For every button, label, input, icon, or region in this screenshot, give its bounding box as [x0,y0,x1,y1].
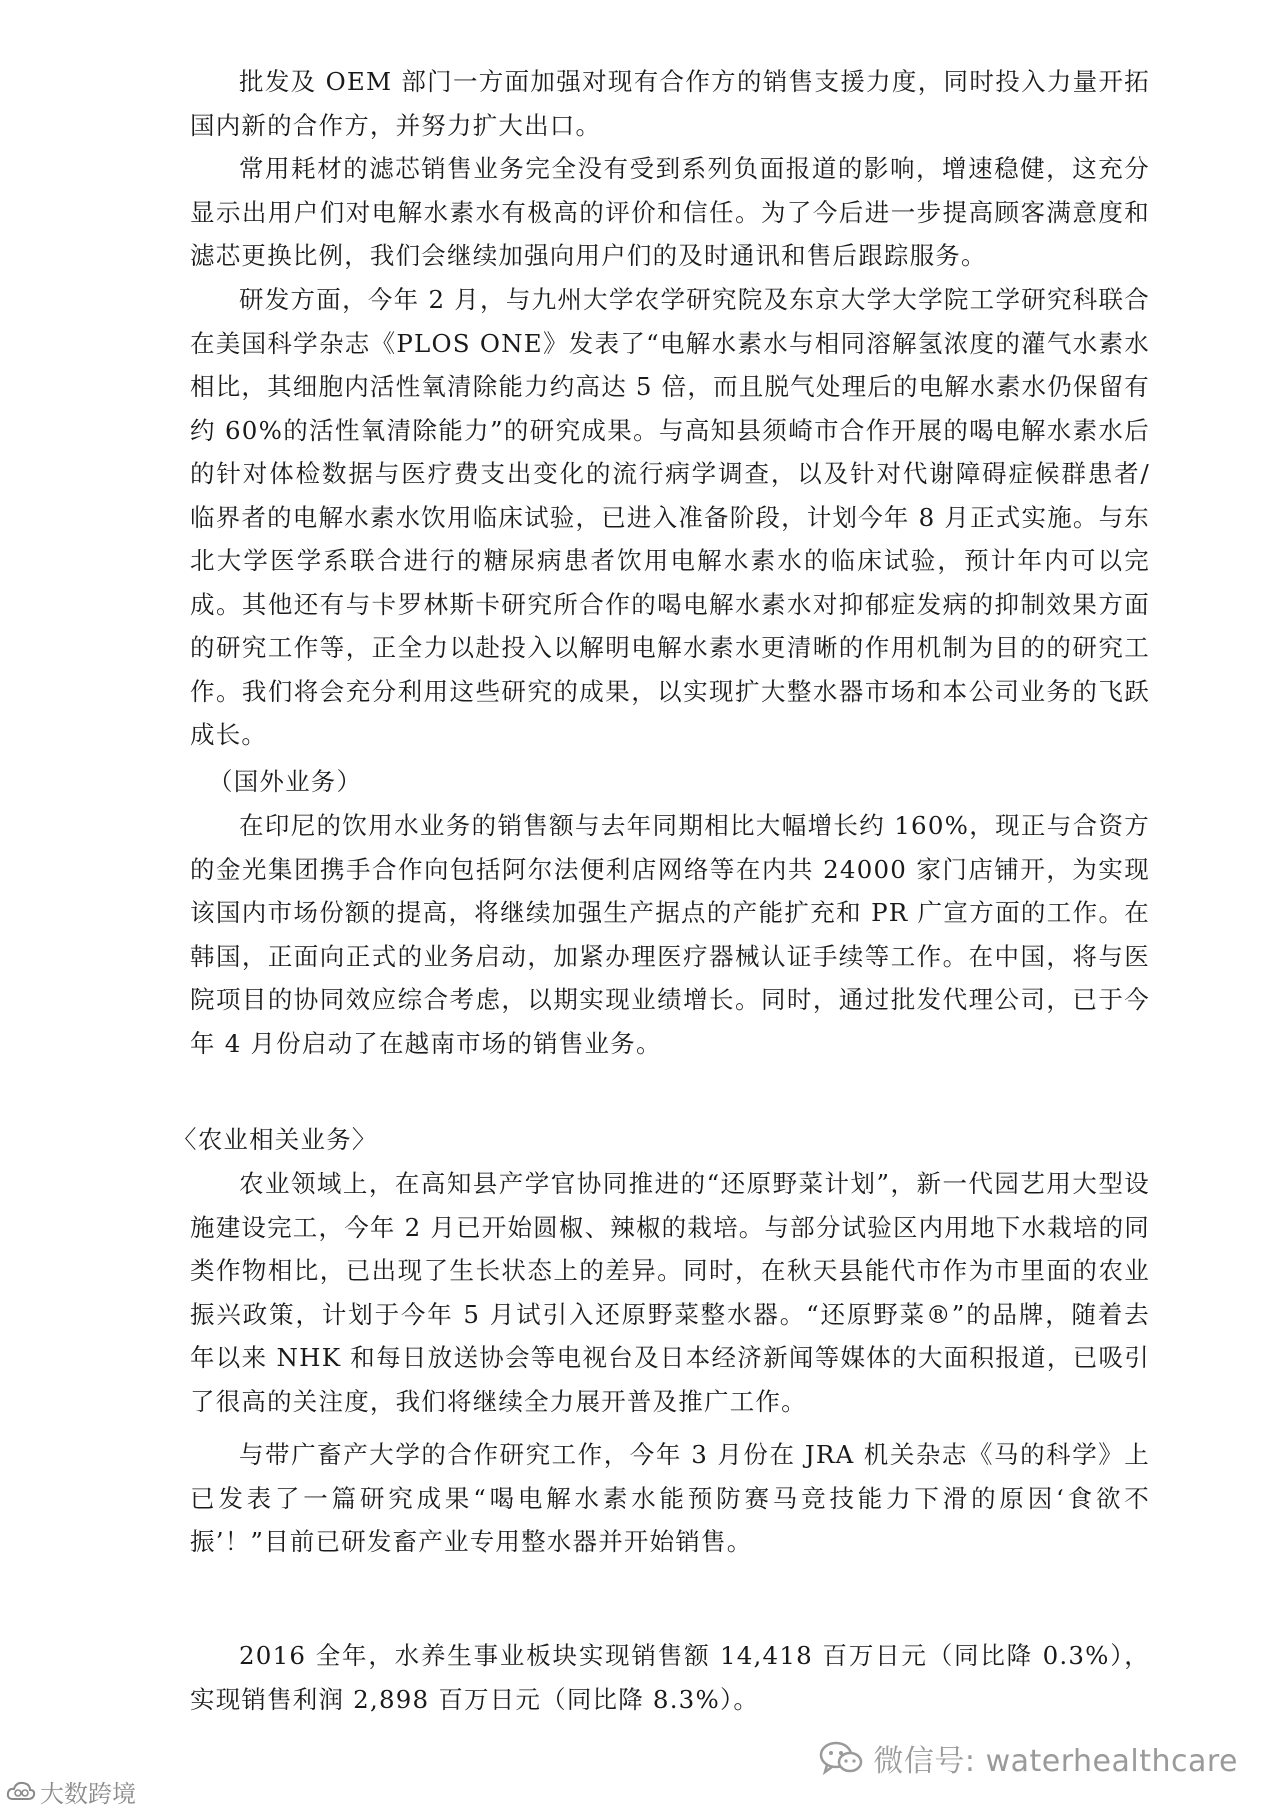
paragraph-filter-sales: 常用耗材的滤芯销售业务完全没有受到系列负面报道的影响，增速稳健，这充分显示出用户们对电解水素水有极高的评价和信任。为了今后进一步提高顾客满意度和滤芯更换比例，我们会继续加强向用户们的及时通讯和售后跟踪服务。 [190,154,1150,270]
paragraph-oem: 批发及 OEM 部门一方面加强对现有合作方的销售支援力度，同时投入力量开拓国内新的合作方，并努力扩大出口。 [190,67,1150,140]
corner-logo [6,1776,136,1806]
paragraph-overseas: 在印尼的饮用水业务的销售额与去年同期相比大幅增长约 160%，现正与合资方的金光集团携手合作向包括阿尔法便利店网络等在内共 24000 家门店铺开，为实现该国内市场份额的提高，将继续加强生产据点的产能扩充和 PR 广宣方面的工作。在韩国，正面向正式的业务启动，加紧办理医疗器械认证手续等工作。在中国，将与医院项目的协同效应综合考虑，以期实现业绩增长。同时，通过批发代理公司，已于今年 4 月份启动了在越南市场的销售业务。 [190,811,1150,1058]
heading-overseas-business: （国外业务） [208,767,363,796]
cloud-logo-icon [6,1779,36,1803]
heading-agriculture-business: 〈农业相关业务〉 [172,1125,378,1154]
wechat-icon [819,1740,863,1776]
wechat-id-text: 微信号: waterhealthcare [873,1744,1238,1779]
paragraph-annual-summary: 2016 全年，水养生事业板块实现销售额 14,418 百万日元（同比降 0.3%），实现销售利润 2,898 百万日元（同比降 8.3%）。 [190,1641,1150,1714]
paragraph-agriculture: 农业领域上，在高知县产学官协同推进的“还原野菜计划”，新一代园艺用大型设施建设完工，今年 2 月已开始圆椒、辣椒的栽培。与部分试验区内用地下水栽培的同类作物相比，已出现了生长状态上的差异。同时，在秋天县能代市作为市里面的农业振兴政策，计划于今年 5 月试引入还原野菜整水器。“还原野菜®”的品牌，随着去年以来 NHK 和每日放送协会等电视台及日本经济新闻等媒体的大面积报道，已吸引了很高的关注度，我们将继续全力展开普及推广工作。 [190,1169,1150,1416]
paragraph-research: 研发方面，今年 2 月，与九州大学农学研究院及东京大学大学院工学研究科联合在美国科学杂志《PLOS ONE》发表了“电解水素水与相同溶解氢浓度的灌气水素水相比，其细胞内活性氧清除能力约高达 5 倍，而且脱气处理后的电解水素水仍保留有约 60%的活性氧清除能力”的研究成果。与高知县须崎市合作开展的喝电解水素水后的针对体检数据与医疗费支出变化的流行病学调查，以及针对代谢障碍症候群患者/临界者的电解水素水饮用临床试验，已进入准备阶段，计划今年 8 月正式实施。与东北大学医学系联合进行的糖尿病患者饮用电解水素水的临床试验，预计年内可以完成。其他还有与卡罗林斯卡研究所合作的喝电解水素水对抑郁症发病的抑制效果方面的研究工作等，正全力以赴投入以解明电解水素水更清晰的作用机制为目的的研究工作。我们将会充分利用这些研究的成果，以实现扩大整水器市场和本公司业务的飞跃成长。 [190,285,1150,749]
corner-logo-text: 大数跨境 [40,1779,136,1808]
wechat-watermark [819,1738,1238,1778]
paragraph-horse-research: 与带广畜产大学的合作研究工作，今年 3 月份在 JRA 机关杂志《马的科学》上已发表了一篇研究成果“喝电解水素水能预防赛马竞技能力下滑的原因‘食欲不振’！”目前已研发畜产业专用整水器并开始销售。 [190,1440,1150,1556]
